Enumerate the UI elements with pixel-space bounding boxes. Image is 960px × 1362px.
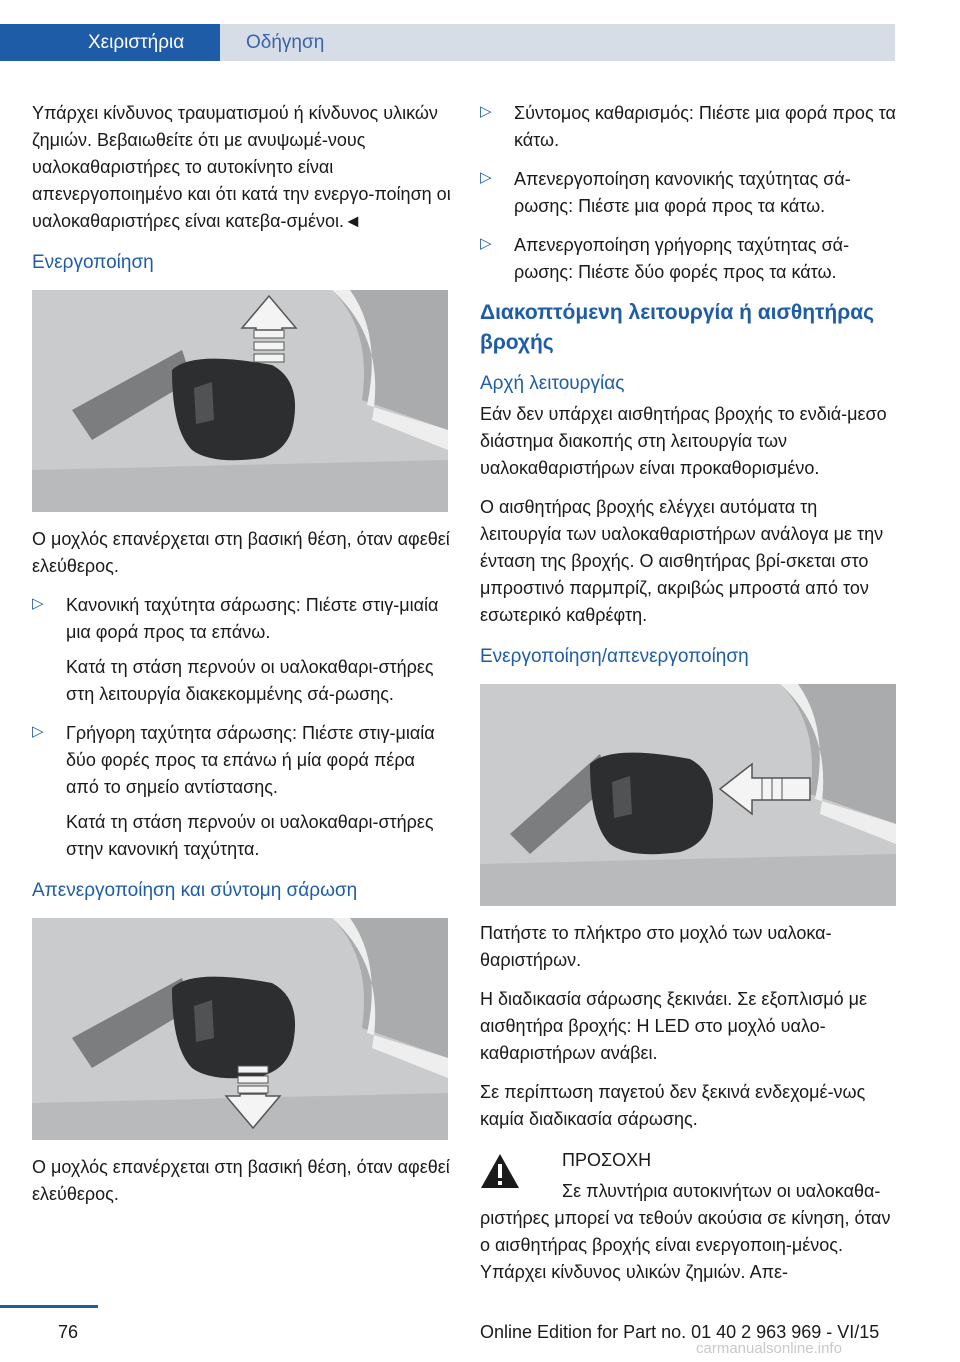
triangle-bullet-icon: ▷ bbox=[480, 169, 492, 186]
bullet-note: Κατά τη στάση περνούν οι υαλοκαθαρι-στήρες στην κανονική ταχύτητα. bbox=[66, 812, 434, 859]
heading-intermittent-rain-sensor: Διακοπτόμενη λειτουργία ή αισθητήρας βροχής bbox=[480, 301, 875, 354]
list-item bbox=[480, 232, 900, 286]
para-no-sensor: Εάν δεν υπάρχει αισθητήρας βροχής το ενδιά-μεσο διάστημα διακοπής στη λειτουργία των υαλοκαθαριστήρων είναι προκαθορισμένο. bbox=[480, 404, 887, 478]
wiper-lever-up-photo bbox=[32, 290, 448, 512]
warning-continuation: Υπάρχει κίνδυνος τραυματισμού ή κίνδυνος υλικών ζημιών. Βεβαιωθείτε ότι με ανυψωμέ-νους υαλοκαθαριστήρες το αυτοκίνητο είναι απενεργοποιημένο και ότι κατά την ενεργο-ποίηση οι υαλοκαθαριστήρες είναι κατεβα-σμένοι.◄ bbox=[32, 103, 451, 231]
wiper-lever-down-photo bbox=[32, 918, 448, 1140]
caption-lever-returns: Ο μοχλός επανέρχεται στη βασική θέση, όταν αφεθεί ελεύθερος. bbox=[32, 529, 450, 576]
heading-on-off: Ενεργοποίηση/απενεργοποίηση bbox=[480, 646, 749, 667]
para-rain-sensor: Ο αισθητήρας βροχής ελέγχει αυτόματα τη λειτουργία των υαλοκαθαριστήρων ανάλογα με την ένταση της βροχής. Ο αισθητήρας βρί-σκεται στο μπροστινό παρμπρίζ, ακριβώς μπροστά από τον εσωτερικό καθρέφτη. bbox=[480, 497, 884, 625]
list-item bbox=[32, 592, 452, 708]
caution-box bbox=[480, 1147, 900, 1286]
left-column bbox=[32, 100, 452, 1220]
caution-text: Σε πλυντήρια αυτοκινήτων οι υαλοκαθα-ριστήρες μπορεί να τεθούν ακούσια σε κίνηση, όταν ο αισθητήρας βροχής είναι ενεργοποιη-μένος. Υπάρχει κίνδυνος υλικών ζημιών. Απε- bbox=[480, 1181, 891, 1282]
edition-label: Online Edition for Part no. 01 40 2 963 969 - VI/15 bbox=[480, 1322, 880, 1342]
para-wipe-starts: Η διαδικασία σάρωσης ξεκινάει. Σε εξοπλισμό με αισθητήρα βροχής: Η LED στο μοχλό υαλο-καθαριστήρων ανάβει. bbox=[480, 989, 868, 1063]
heading-activation: Ενεργοποίηση bbox=[32, 252, 154, 273]
page-number: 76 bbox=[58, 1322, 79, 1342]
section-tab-controls[interactable]: Χειριστήρια bbox=[0, 24, 220, 61]
bullet-text: Γρήγορη ταχύτητα σάρωσης: Πιέστε στιγ-μιαία δύο φορές προς τα επάνω ή μία φορά πέρα από το σημείο αντίστασης. bbox=[66, 723, 435, 797]
para-frost: Σε περίπτωση παγετού δεν ξεκινά ενδεχομέ-νως καμία διαδικασία σάρωσης. bbox=[480, 1082, 866, 1129]
section-tab-driving[interactable]: Οδήγηση bbox=[220, 24, 895, 61]
bullet-text: Κανονική ταχύτητα σάρωσης: Πιέστε στιγ-μιαία μια φορά προς τα επάνω. bbox=[66, 595, 439, 642]
heading-principle: Αρχή λειτουργίας bbox=[480, 373, 625, 394]
caution-title: ΠΡΟΣΟΧΗ bbox=[562, 1150, 652, 1170]
triangle-bullet-icon: ▷ bbox=[32, 595, 44, 612]
bullet-text: Απενεργοποίηση γρήγορης ταχύτητας σά-ρωσης: Πιέστε δύο φορές προς τα κάτω. bbox=[514, 235, 850, 282]
list-item bbox=[480, 166, 900, 220]
para-press-button: Πατήστε το πλήκτρο στο μοχλό των υαλοκα-θαριστήρων. bbox=[480, 923, 832, 970]
bullet-text: Απενεργοποίηση κανονικής ταχύτητας σά-ρωσης: Πιέστε μια φορά προς τα κάτω. bbox=[514, 169, 851, 216]
caption-lever-returns-2: Ο μοχλός επανέρχεται στη βασική θέση, όταν αφεθεί ελεύθερος. bbox=[32, 1157, 450, 1204]
list-item bbox=[32, 720, 452, 863]
page-header bbox=[0, 0, 895, 60]
heading-deactivation: Απενεργοποίηση και σύντομη σάρωση bbox=[32, 880, 358, 901]
bullet-text: Σύντομος καθαρισμός: Πιέστε μια φορά προς τα κάτω. bbox=[514, 103, 896, 150]
right-column bbox=[480, 100, 900, 1298]
footer-rule bbox=[0, 1305, 98, 1308]
triangle-bullet-icon: ▷ bbox=[480, 103, 492, 120]
watermark: carmanualsonline.info bbox=[696, 1340, 842, 1357]
warning-triangle-icon bbox=[480, 1153, 520, 1189]
triangle-bullet-icon: ▷ bbox=[480, 235, 492, 252]
list-item bbox=[480, 100, 900, 154]
triangle-bullet-icon: ▷ bbox=[32, 723, 44, 740]
wiper-lever-button-photo bbox=[480, 684, 896, 906]
bullet-note: Κατά τη στάση περνούν οι υαλοκαθαρι-στήρες στη λειτουργία διακεκομμένης σά-ρωσης. bbox=[66, 657, 434, 704]
